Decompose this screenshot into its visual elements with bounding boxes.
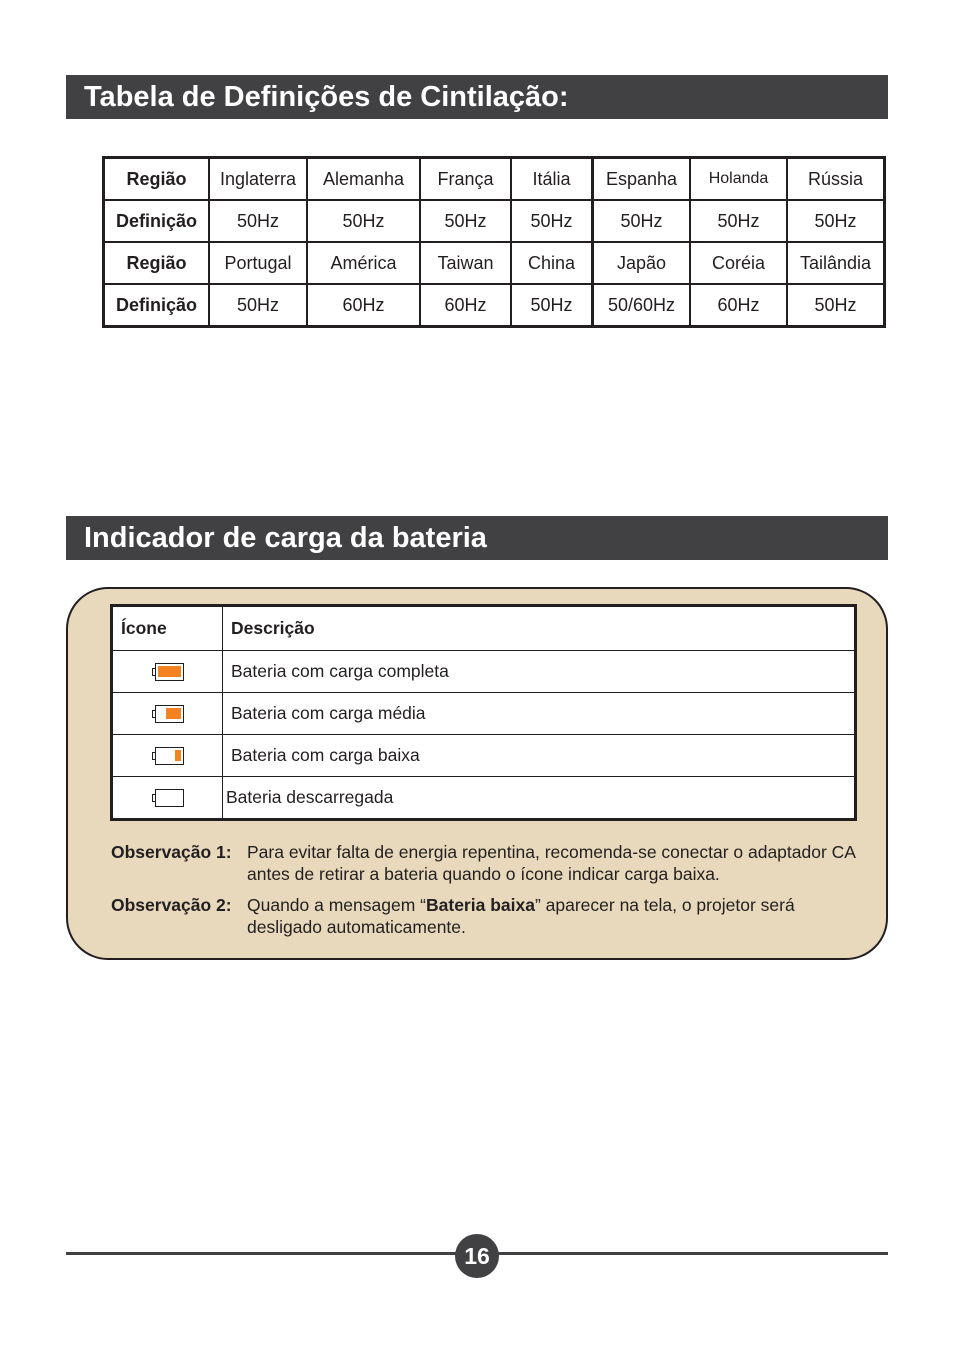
setting-cell: 50Hz [511,200,593,242]
table-row [104,200,885,242]
note-2 [111,894,871,938]
icon-column-header: Ícone [112,606,223,651]
battery-low-icon [152,747,184,765]
region-cell: Alemanha [307,158,420,201]
battery-description: Bateria com carga completa [223,651,856,693]
note-1-text: Para evitar falta de energia repentina, recomenda-se conectar o adaptador CA antes de retirar a bateria quando o ícone indicar carga baixa. [247,842,856,884]
region-cell: França [420,158,511,201]
region-cell: Japão [593,242,691,284]
battery-full-icon [152,663,184,681]
battery-description: Bateria descarregada [223,777,856,820]
setting-row-label: Definição [104,284,210,327]
setting-cell: 50Hz [209,200,307,242]
region-cell: Tailândia [787,242,885,284]
setting-cell: 50Hz [209,284,307,327]
note-1-label: Observação 1: [111,842,232,862]
note-1 [111,841,871,885]
table-row [112,777,856,820]
region-row-label: Região [104,158,210,201]
battery-indicator-table [110,604,857,821]
region-cell: China [511,242,593,284]
note-2-text-start: Quando a mensagem “ [247,895,426,915]
table-row [104,242,885,284]
note-2-emphasis: Bateria baixa [426,895,535,915]
table-row [104,158,885,201]
region-cell: Espanha [593,158,691,201]
region-cell: Itália [511,158,593,201]
battery-medium-icon [152,705,184,723]
setting-cell: 50Hz [420,200,511,242]
table-row [112,693,856,735]
region-cell: América [307,242,420,284]
table-row [112,735,856,777]
region-cell: Coréia [690,242,787,284]
setting-cell: 60Hz [690,284,787,327]
table-row [112,651,856,693]
region-cell: Rússia [787,158,885,201]
setting-cell: 50Hz [307,200,420,242]
flicker-section-title: Tabela de Definições de Cintilação: [66,75,888,119]
setting-cell: 60Hz [420,284,511,327]
region-cell: Portugal [209,242,307,284]
note-2-text-end: ” aparecer na tela, o projetor será desligado automaticamente. [247,895,795,937]
setting-cell: 50Hz [787,200,885,242]
setting-cell: 50/60Hz [593,284,691,327]
region-row-label: Região [104,242,210,284]
battery-panel [66,587,888,960]
table-header-row [112,606,856,651]
setting-cell: 50Hz [593,200,691,242]
flicker-settings-table [102,156,886,328]
setting-cell: 50Hz [690,200,787,242]
note-2-label: Observação 2: [111,895,232,915]
setting-cell: 50Hz [511,284,593,327]
setting-cell: 60Hz [307,284,420,327]
page-number: 16 [455,1234,499,1278]
setting-cell: 50Hz [787,284,885,327]
description-column-header: Descrição [223,606,856,651]
table-row [104,284,885,327]
notes [111,841,871,947]
battery-empty-icon [152,789,184,807]
region-cell: Holanda [690,158,787,201]
region-cell: Taiwan [420,242,511,284]
region-cell: Inglaterra [209,158,307,201]
setting-row-label: Definição [104,200,210,242]
battery-section-title: Indicador de carga da bateria [66,516,888,560]
note-2-text [247,894,871,938]
battery-description: Bateria com carga baixa [223,735,856,777]
battery-description: Bateria com carga média [223,693,856,735]
